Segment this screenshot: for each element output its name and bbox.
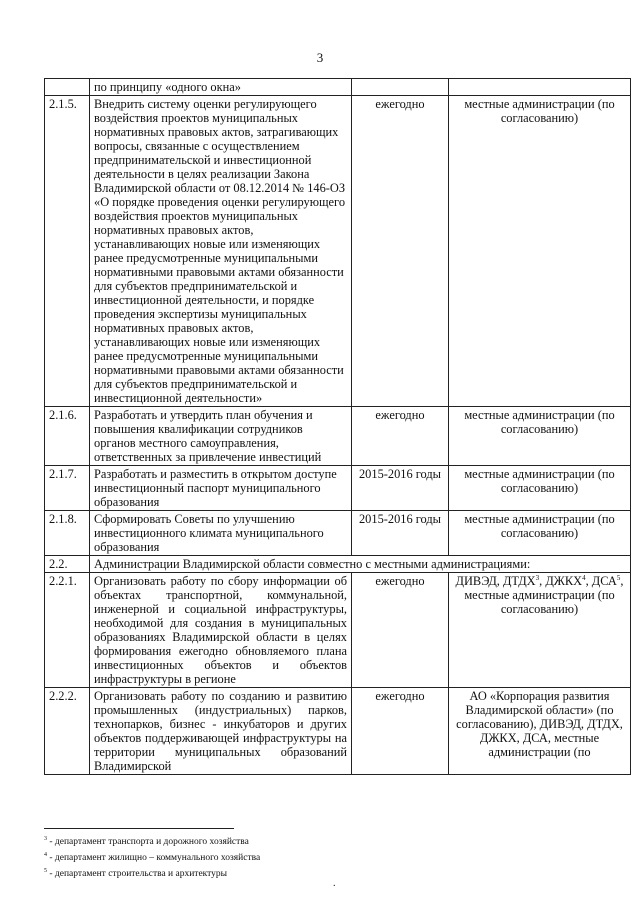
table-row [45,96,631,407]
term-cell: 2015-2016 годы [352,511,449,556]
responsible-cell: местные администрации (по согласованию) [449,407,631,466]
footnote-ref: 3 [535,573,540,582]
responsible-text: , местные администрации (по согласованию) [464,574,624,616]
term-cell: ежегодно [352,96,449,407]
term-cell: ежегодно [352,407,449,466]
table-row [45,407,631,466]
section-number: 2.2. [45,556,90,573]
footnote-ref: 5 [616,573,621,582]
table-row [45,573,631,688]
term-cell: ежегодно [352,573,449,688]
measure-text: Разработать и утвердить план обучения и повышения квалификации сотрудников органов местного самоуправления, ответственных за привлечение инвестиций [90,407,352,466]
measure-text: Разработать и разместить в открытом доступе инвестиционный паспорт муниципального образования [90,466,352,511]
section-heading: Администрации Владимирской области совместно с местными администрациями: [90,556,631,573]
footnote-ref: 4 [582,573,586,582]
responsible-text: ДИВЭД, ДТДХ [455,574,536,588]
scan-dot: . [333,878,336,889]
term-cell [352,79,449,96]
footnotes [44,834,260,882]
row-number: 2.1.5. [45,96,90,407]
term-cell: 2015-2016 годы [352,466,449,511]
row-number: 2.1.6. [45,407,90,466]
page-number: 3 [316,50,324,65]
responsible-text: , ДЖКХ [539,574,583,588]
footnote: $^5$ - департамент строительства и архитектуры [44,867,228,879]
measure-text: Организовать работу по сбору информации об объектах транспортной, коммунальной, инженерной и социальной инфраструктуры, необходимой для создания в муниципальных образованиях Владимирской области в целях формирования ежегодно обновляемого плана инвестиционных объектов и объектов инфраструктуры в регионе [90,573,352,688]
row-number: 2.1.7. [45,466,90,511]
footnote: $^4$ - департамент жилищно – коммунального хозяйства [44,851,261,863]
table-row [45,79,631,96]
row-number: 2.2.2. [45,688,90,775]
measure-text: Сформировать Советы по улучшению инвестиционного климата муниципального образования [90,511,352,556]
responsible-cell [449,79,631,96]
measure-text: Внедрить систему оценки регулирующего воздействия проектов муниципальных нормативных правовых актов, затрагивающих вопросы, связанные с осуществлением предпринимательской и инвестиционной деятельности в целях реализации Закона Владимирской области от 08.12.2014 № 146-ОЗ «О порядке проведения оценки регулирующего воздействия проектов муниципальных нормативных правовых актов, устанавливающих новые или изменяющих ранее предусмотренные муниципальными нормативными правовыми актами обязанности для субъектов предпринимательской и инвестиционной деятельности, и порядке проведения экспертизы муниципальных нормативных правовых актов, устанавливающих новые или изменяющих ранее предусмотренные муниципальными нормативными правовыми актами обязанности для субъектов предпринимательской и инвестиционной деятельности» [90,96,352,407]
measure-text: по принципу «одного окна» [90,79,352,96]
responsible-cell: местные администрации (по согласованию) [449,96,631,407]
section-row [45,556,631,573]
responsible-cell: АО «Корпорация развития Владимирской области» (по согласованию), ДИВЭД, ДТДХ, ДЖКХ, ДСА, местные администрации (по [449,688,631,775]
responsible-cell: местные администрации (по согласованию) [449,466,631,511]
number-cell [45,79,90,96]
term-cell: ежегодно [352,688,449,775]
responsible-cell [449,573,631,688]
responsible-cell: местные администрации (по согласованию) [449,511,631,556]
table-row [45,688,631,775]
row-number: 2.1.8. [45,511,90,556]
measure-text: Организовать работу по созданию и развитию промышленных (индустриальных) парков, технопарков, бизнес - инкубаторов и других объектов поддерживающей инфраструктуры на территории муниципальных образований Владимирской [90,688,352,775]
footnote: $^3$ - департамент транспорта и дорожного хозяйства [44,835,249,847]
responsible-text: , ДСА [585,574,617,588]
measures-table [44,78,631,775]
row-number: 2.2.1. [45,573,90,688]
table-row [45,466,631,511]
footnote-divider [44,828,234,829]
table-row [45,511,631,556]
